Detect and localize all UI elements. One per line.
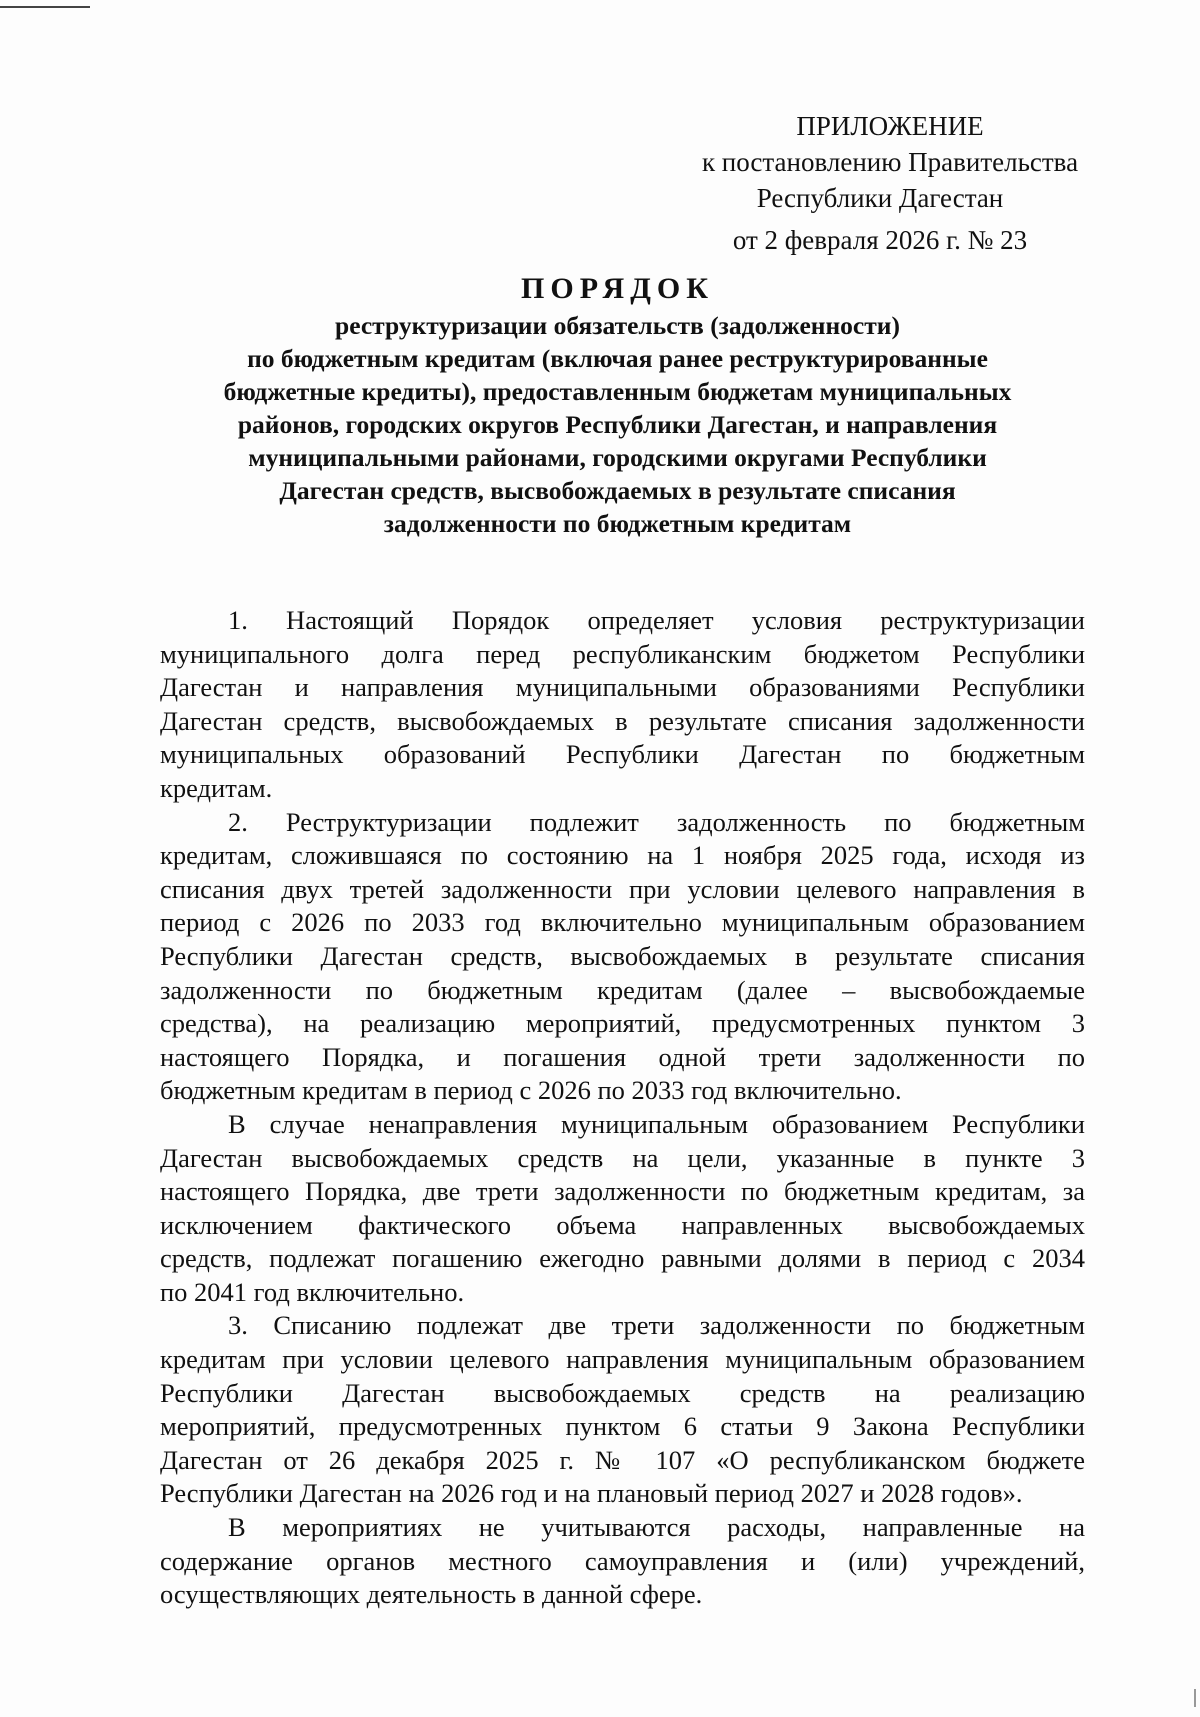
document-body [160, 604, 1085, 1612]
text-line: бюджетным кредитам в период с 2026 по 2033 год включительно. [160, 1075, 902, 1106]
text-line: 3. Списанию подлежат две трети задолженности по бюджетным [228, 1310, 1085, 1341]
subtitle-line: муниципальными районами, городскими округами Республики [248, 443, 987, 472]
text-line: Дагестан средств, высвобождаемых в результате списания задолженности [160, 705, 1085, 736]
scan-artifact-line [0, 6, 90, 8]
text-line: В случае ненаправления муниципальным образованием Республики [228, 1108, 1085, 1139]
text-line: кредитам. [160, 772, 273, 803]
text-line: настоящего Порядка, и погашения одной трети задолженности по [160, 1041, 1085, 1072]
text-line: муниципального долга перед республиканским бюджетом Республики [160, 638, 1085, 669]
paragraph-4 [160, 1309, 1085, 1511]
text-line: настоящего Порядка, две трети задолженности по бюджетным кредитам, за [160, 1176, 1085, 1207]
paragraph-1 [160, 604, 1085, 806]
text-line: Республики Дагестан высвобождаемых средств на реализацию [160, 1377, 1085, 1408]
text-line: по 2041 год включительно. [160, 1276, 465, 1307]
text-line: В мероприятиях не учитываются расходы, направленные на [228, 1512, 1085, 1543]
text-line: содержание органов местного самоуправления и (или) учреждений, [160, 1545, 1085, 1576]
text-line: 1. Настоящий Порядок определяет условия реструктуризации [228, 605, 1085, 635]
subtitle-line: реструктуризации обязательств (задолженности) [335, 311, 900, 340]
subtitle-line: Дагестан средств, высвобождаемых в результате списания [279, 476, 956, 505]
text-line: средств, подлежат погашению ежегодно равными долями в период с 2034 [160, 1243, 1085, 1274]
document-title: ПОРЯДОК [521, 272, 714, 305]
scan-artifact-mark [1194, 1689, 1196, 1707]
text-line: осуществляющих деятельность в данной сфере. [160, 1579, 703, 1610]
text-line: Дагестан от 26 декабря 2025 г. № 107 «О республиканском бюджете [160, 1444, 1085, 1475]
paragraph-5 [160, 1511, 1085, 1612]
document-subtitle [150, 309, 1085, 540]
subtitle-line: районов, городских округов Республики Дагестан, и направления [237, 410, 998, 439]
text-line: муниципальных образований Республики Дагестан по бюджетным [160, 739, 1085, 770]
text-line: кредитам, сложившаяся по состоянию на 1 ноября 2025 года, исходя из [160, 840, 1085, 871]
text-line: Республики Дагестан на 2026 год и на плановый период 2027 и 2028 годов». [160, 1478, 1023, 1509]
text-line: кредитам при условии целевого направления муниципальным образованием [160, 1344, 1085, 1375]
text-line: исключением фактического объема направленных высвобождаемых [160, 1209, 1085, 1240]
text-line: списания двух третей задолженности при условии целевого направления в [160, 873, 1085, 904]
appendix-header [640, 108, 1100, 258]
text-line: задолженности по бюджетным кредитам (далее – высвобождаемые [160, 974, 1085, 1005]
text-line: Дагестан высвобождаемых средств на цели, указанные в пункте 3 [160, 1142, 1085, 1173]
paragraph-2 [160, 806, 1085, 1108]
appendix-date-number: от 2 февраля 2026 г. № 23 [732, 225, 1028, 255]
text-line: Дагестан и направления муниципальными образованиями Республики [160, 672, 1085, 703]
text-line: средства), на реализацию мероприятий, предусмотренных пунктом 3 [160, 1008, 1085, 1039]
text-line: 2. Реструктуризации подлежит задолженность по бюджетным [228, 806, 1085, 837]
paragraph-3 [160, 1108, 1085, 1310]
appendix-reference: к постановлению Правительства [701, 147, 1079, 177]
text-line: период с 2026 по 2033 год включительно муниципальным образованием [160, 907, 1085, 938]
subtitle-line: по бюджетным кредитам (включая ранее реструктурированные [247, 344, 988, 373]
text-line: Республики Дагестан средств, высвобождаемых в результате списания [160, 940, 1085, 971]
appendix-label: ПРИЛОЖЕНИЕ [796, 111, 984, 141]
appendix-authority: Республики Дагестан [756, 183, 1004, 213]
text-line: мероприятий, предусмотренных пунктом 6 статьи 9 Закона Республики [160, 1411, 1085, 1442]
subtitle-line: бюджетные кредиты), предоставленным бюджетам муниципальных [223, 377, 1012, 406]
subtitle-line: задолженности по бюджетным кредитам [383, 509, 852, 538]
